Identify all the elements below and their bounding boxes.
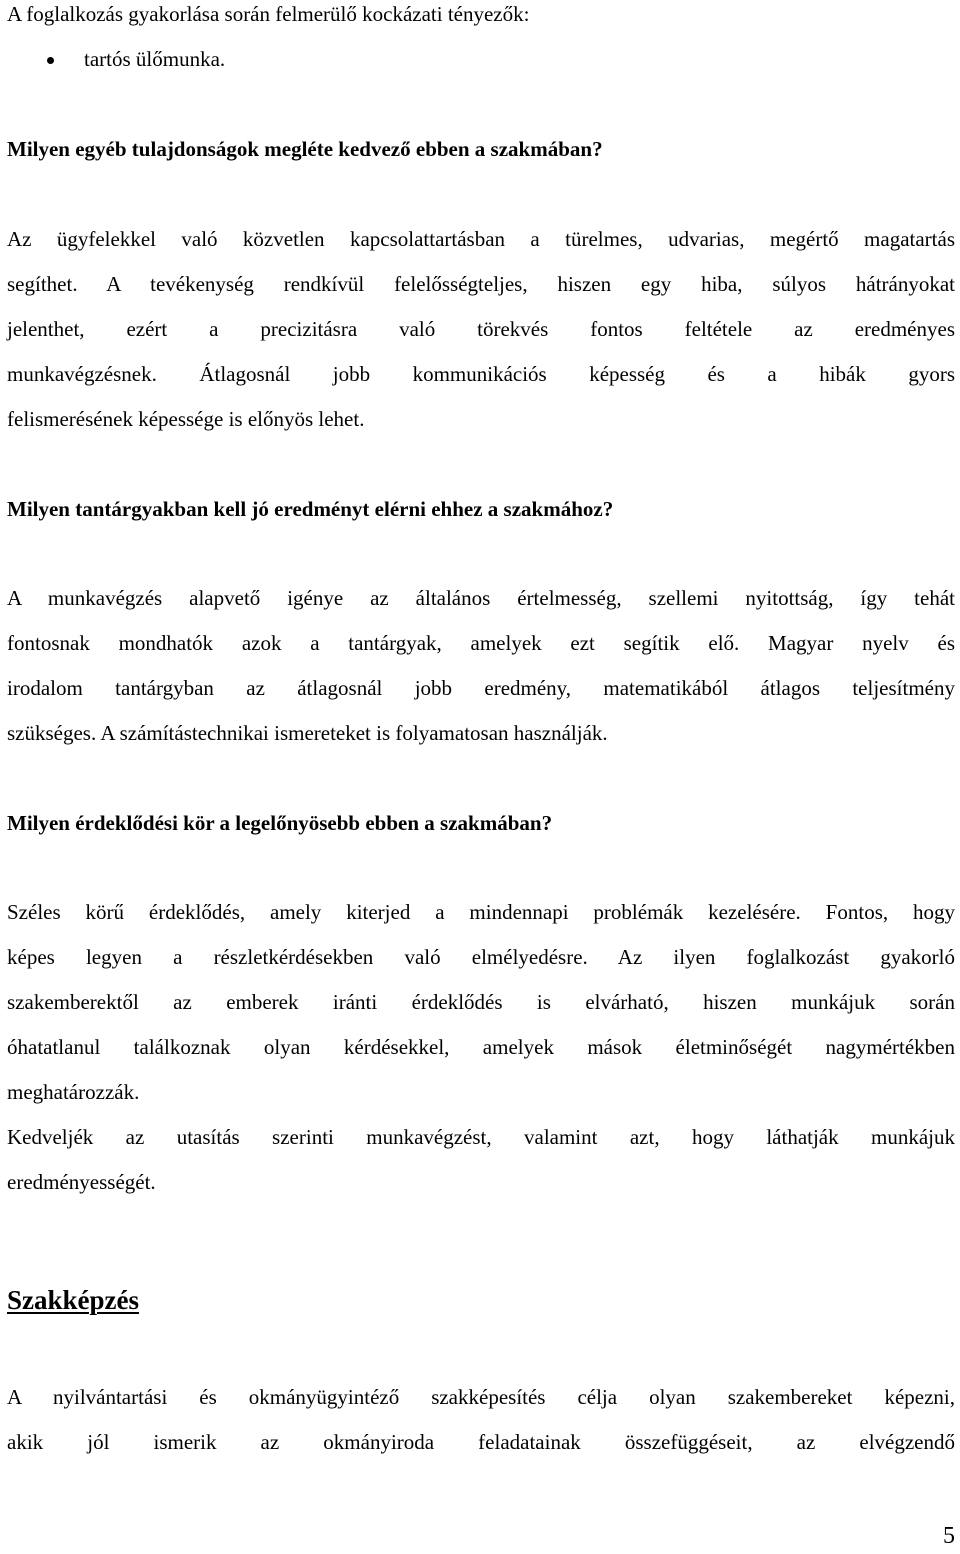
page-number: 5 bbox=[943, 1523, 955, 1549]
risk-item-text: tartós ülőmunka. bbox=[84, 47, 226, 71]
paragraph-line: Kedveljék az utasítás szerinti munkavégzést, valamint azt, hogy láthatják munkájuk bbox=[7, 1125, 955, 1149]
paragraph-line: eredményességét. bbox=[7, 1170, 156, 1194]
paragraph-line: segíthet. A tevékenység rendkívül felelősségteljes, hiszen egy hiba, súlyos hátrányokat bbox=[7, 272, 955, 296]
paragraph-line: óhatatlanul találkoznak olyan kérdésekkel, amelyek mások életminőségét nagymértékben bbox=[7, 1035, 955, 1059]
intro-text: A foglalkozás gyakorlása során felmerülő kockázati tényezők: bbox=[7, 2, 530, 26]
paragraph-line: irodalom tantárgyban az átlagosnál jobb eredmény, matematikából átlagos teljesítmény bbox=[7, 676, 955, 700]
paragraph-line: A munkavégzés alapvető igénye az általános értelmesség, szellemi nyitottság, így tehát bbox=[7, 586, 955, 610]
paragraph-line: képes legyen a részletkérdésekben való elmélyedésre. Az ilyen foglalkozást gyakorló bbox=[7, 945, 955, 969]
paragraph-line: munkavégzésnek. Átlagosnál jobb kommunikációs képesség és a hibák gyors bbox=[7, 362, 955, 386]
question-heading-2: Milyen tantárgyakban kell jó eredményt elérni ehhez a szakmához? bbox=[7, 497, 614, 521]
paragraph-line: jelenthet, ezért a precizitásra való törekvés fontos feltétele az eredményes bbox=[7, 317, 955, 341]
paragraph-line: Az ügyfelekkel való közvetlen kapcsolattartásban a türelmes, udvarias, megértő magatartás bbox=[7, 227, 955, 251]
question-heading-1: Milyen egyéb tulajdonságok megléte kedvező ebben a szakmában? bbox=[7, 137, 603, 161]
paragraph-line: Széles körű érdeklődés, amely kiterjed a mindennapi problémák kezelésére. Fontos, hogy bbox=[7, 900, 955, 924]
paragraph-line: akik jól ismerik az okmányiroda feladatainak összefüggéseit, az elvégzendő bbox=[7, 1430, 955, 1454]
paragraph-line: fontosnak mondhatók azok a tantárgyak, amelyek ezt segítik elő. Magyar nyelv és bbox=[7, 631, 955, 655]
bullet-icon bbox=[47, 57, 54, 64]
question-heading-3: Milyen érdeklődési kör a legelőnyösebb ebben a szakmában? bbox=[7, 811, 553, 835]
section-title: Szakképzés bbox=[7, 1285, 140, 1315]
paragraph-line: meghatározzák. bbox=[7, 1080, 140, 1104]
paragraph-line: szükséges. A számítástechnikai ismereteket is folyamatosan használják. bbox=[7, 721, 608, 745]
paragraph-line: szakemberektől az emberek iránti érdeklődés is elvárható, hiszen munkájuk során bbox=[7, 990, 955, 1014]
paragraph-line: A nyilvántartási és okmányügyintéző szakképesítés célja olyan szakembereket képezni, bbox=[7, 1385, 955, 1409]
paragraph-line: felismerésének képessége is előnyös lehet. bbox=[7, 407, 365, 431]
